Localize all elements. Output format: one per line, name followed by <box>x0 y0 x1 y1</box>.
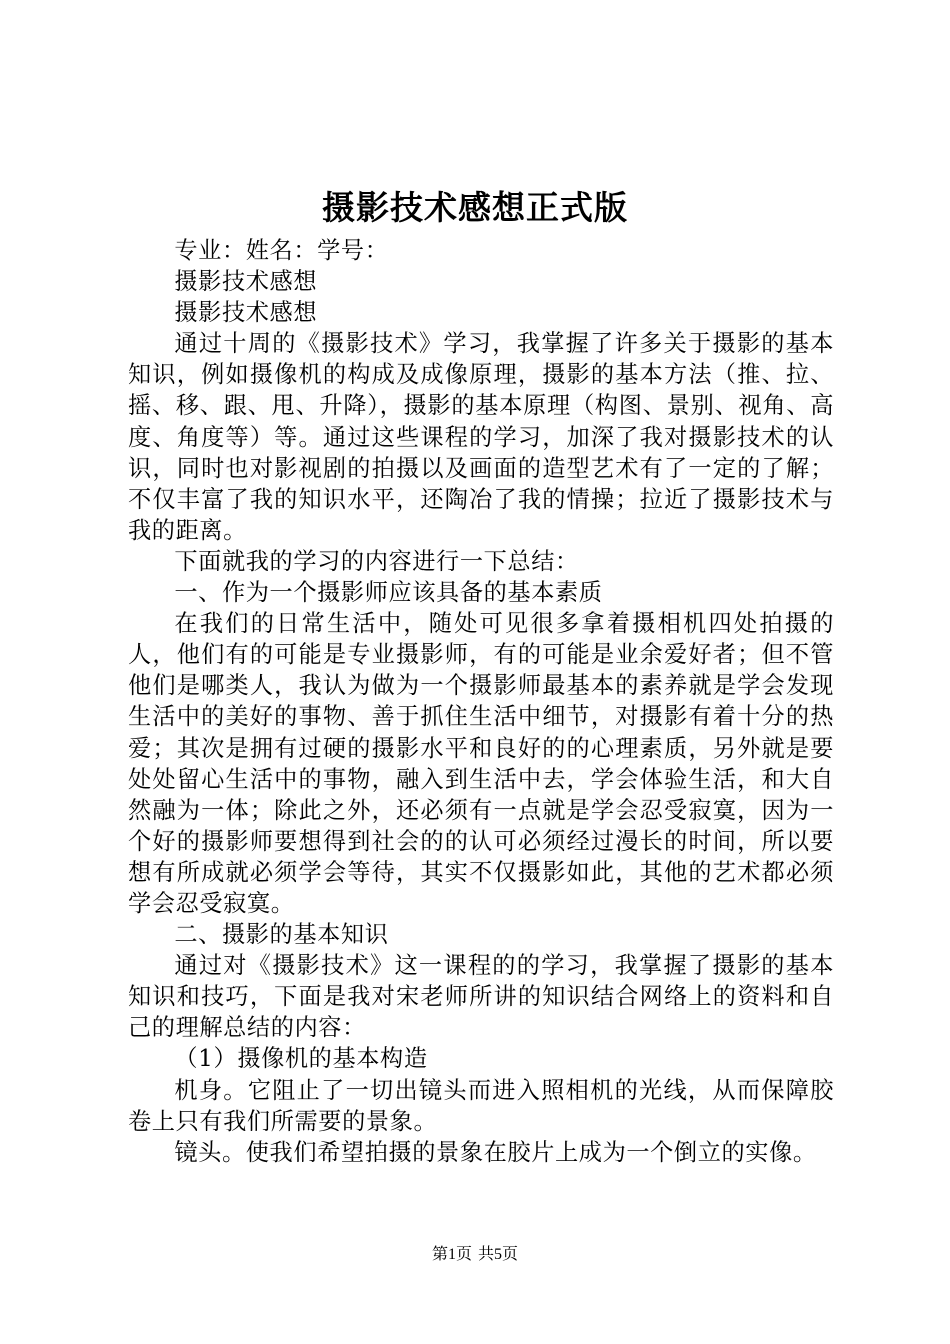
body-paragraph: 镜头。使我们希望拍摄的景象在胶片上成为一个倒立的实像。 <box>174 1138 817 1166</box>
author-info-line: 专业：姓名：学号： <box>174 237 389 264</box>
section-heading: 一、作为一个摄影师应该具备的基本素质 <box>174 579 603 607</box>
subsection-heading: （1）摄像机的基本构造 <box>174 1045 428 1073</box>
body-paragraph: 通过对《摄影技术》这一课程的的学习，我掌握了摄影的基本知识和技巧，下面是我对宋老师所讲的知识结合网络上的资料和自己的理解总结的内容： <box>128 952 834 1042</box>
page-footer <box>0 1244 950 1266</box>
page-total: 共5页 <box>478 1246 519 1263</box>
subtitle-line: 摄影技术感想 <box>174 299 318 327</box>
document-body <box>128 235 834 1168</box>
page-number: 第1页 <box>431 1246 472 1263</box>
body-paragraph: 通过十周的《摄影技术》学习，我掌握了许多关于摄影的基本知识，例如摄像机的构成及成像原理，摄影的基本方法（推、拉、摇、移、跟、甩、升降），摄影的基本原理（构图、景别、视角、高度、角度等）等。通过这些课程的学习，加深了我对摄影技术的认识，同时也对影视剧的拍摄以及画面的造型艺术有了一定的了解；不仅丰富了我的知识水平，还陶冶了我的情操；拉近了摄影技术与我的距离。 <box>128 330 834 544</box>
document-title: 摄影技术感想正式版 <box>322 188 628 227</box>
body-paragraph: 下面就我的学习的内容进行一下总结： <box>174 547 579 575</box>
section-heading: 二、摄影的基本知识 <box>174 921 389 949</box>
body-paragraph: 机身。它阻止了一切出镜头而进入照相机的光线，从而保障胶卷上只有我们所需要的景象。 <box>128 1076 834 1135</box>
body-paragraph: 在我们的日常生活中，随处可见很多拿着摄相机四处拍摄的人，他们有的可能是专业摄影师，有的可能是业余爱好者；但不管他们是哪类人，我认为做为一个摄影师最基本的素养就是学会发现生活中的美好的事物、善于抓住生活中细节，对摄影有着十分的热爱；其次是拥有过硬的摄影水平和良好的的心理素质，另外就是要处处留心生活中的事物，融入到生活中去，学会体验生活，和大自然融为一体；除此之外，还必须有一点就是学会忍受寂寞，因为一个好的摄影师要想得到社会的的认可必须经过漫长的时间，所以要想有所成就必须学会等待，其实不仅摄影如此，其他的艺术都必须学会忍受寂寞。 <box>128 610 834 917</box>
subtitle-line: 摄影技术感想 <box>174 268 318 296</box>
